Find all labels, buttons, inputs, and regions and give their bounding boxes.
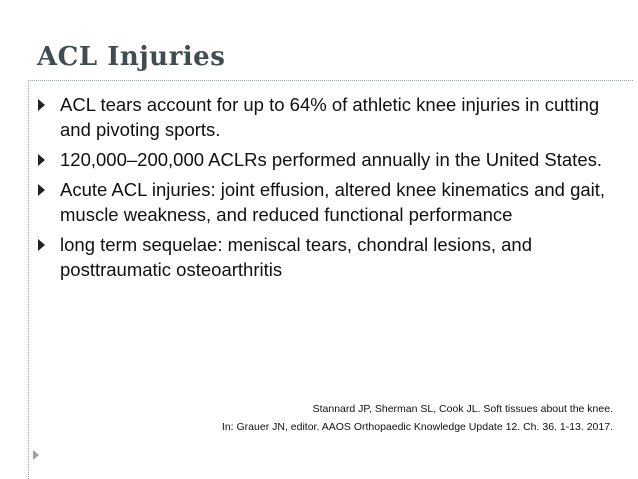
list-item <box>37 177 617 227</box>
bullet-text: Acute ACL injuries: joint effusion, altered knee kinematics and gait, muscle weakness, and reduced functional performance <box>60 179 606 225</box>
bullet-text: ACL tears account for up to 64% of athletic knee injuries in cutting and pivoting sports. <box>60 94 600 140</box>
triangle-bullet-icon <box>38 184 45 196</box>
list-item <box>37 92 617 142</box>
citation-line: Stannard JP, Sherman SL, Cook JL. Soft tissues about the knee. <box>312 403 613 415</box>
bullet-text: 120,000–200,000 ACLRs performed annually in the United States. <box>60 149 603 170</box>
slide-title: ACL Injuries <box>37 42 226 72</box>
triangle-bullet-icon <box>38 239 45 251</box>
list-item <box>37 232 617 282</box>
triangle-bullet-icon <box>38 99 45 111</box>
list-item <box>37 147 617 172</box>
triangle-marker-icon <box>33 450 39 460</box>
citation <box>222 400 613 436</box>
triangle-bullet-icon <box>38 154 45 166</box>
bullet-list <box>37 92 617 287</box>
citation-line: In: Grauer JN, editor. AAOS Orthopaedic Knowledge Update 12. Ch. 36. 1-13. 2017. <box>221 421 613 433</box>
title-divider <box>28 80 633 81</box>
left-divider <box>28 80 29 479</box>
bullet-text: long term sequelae: meniscal tears, chondral lesions, and posttraumatic osteoarthritis <box>60 234 533 280</box>
